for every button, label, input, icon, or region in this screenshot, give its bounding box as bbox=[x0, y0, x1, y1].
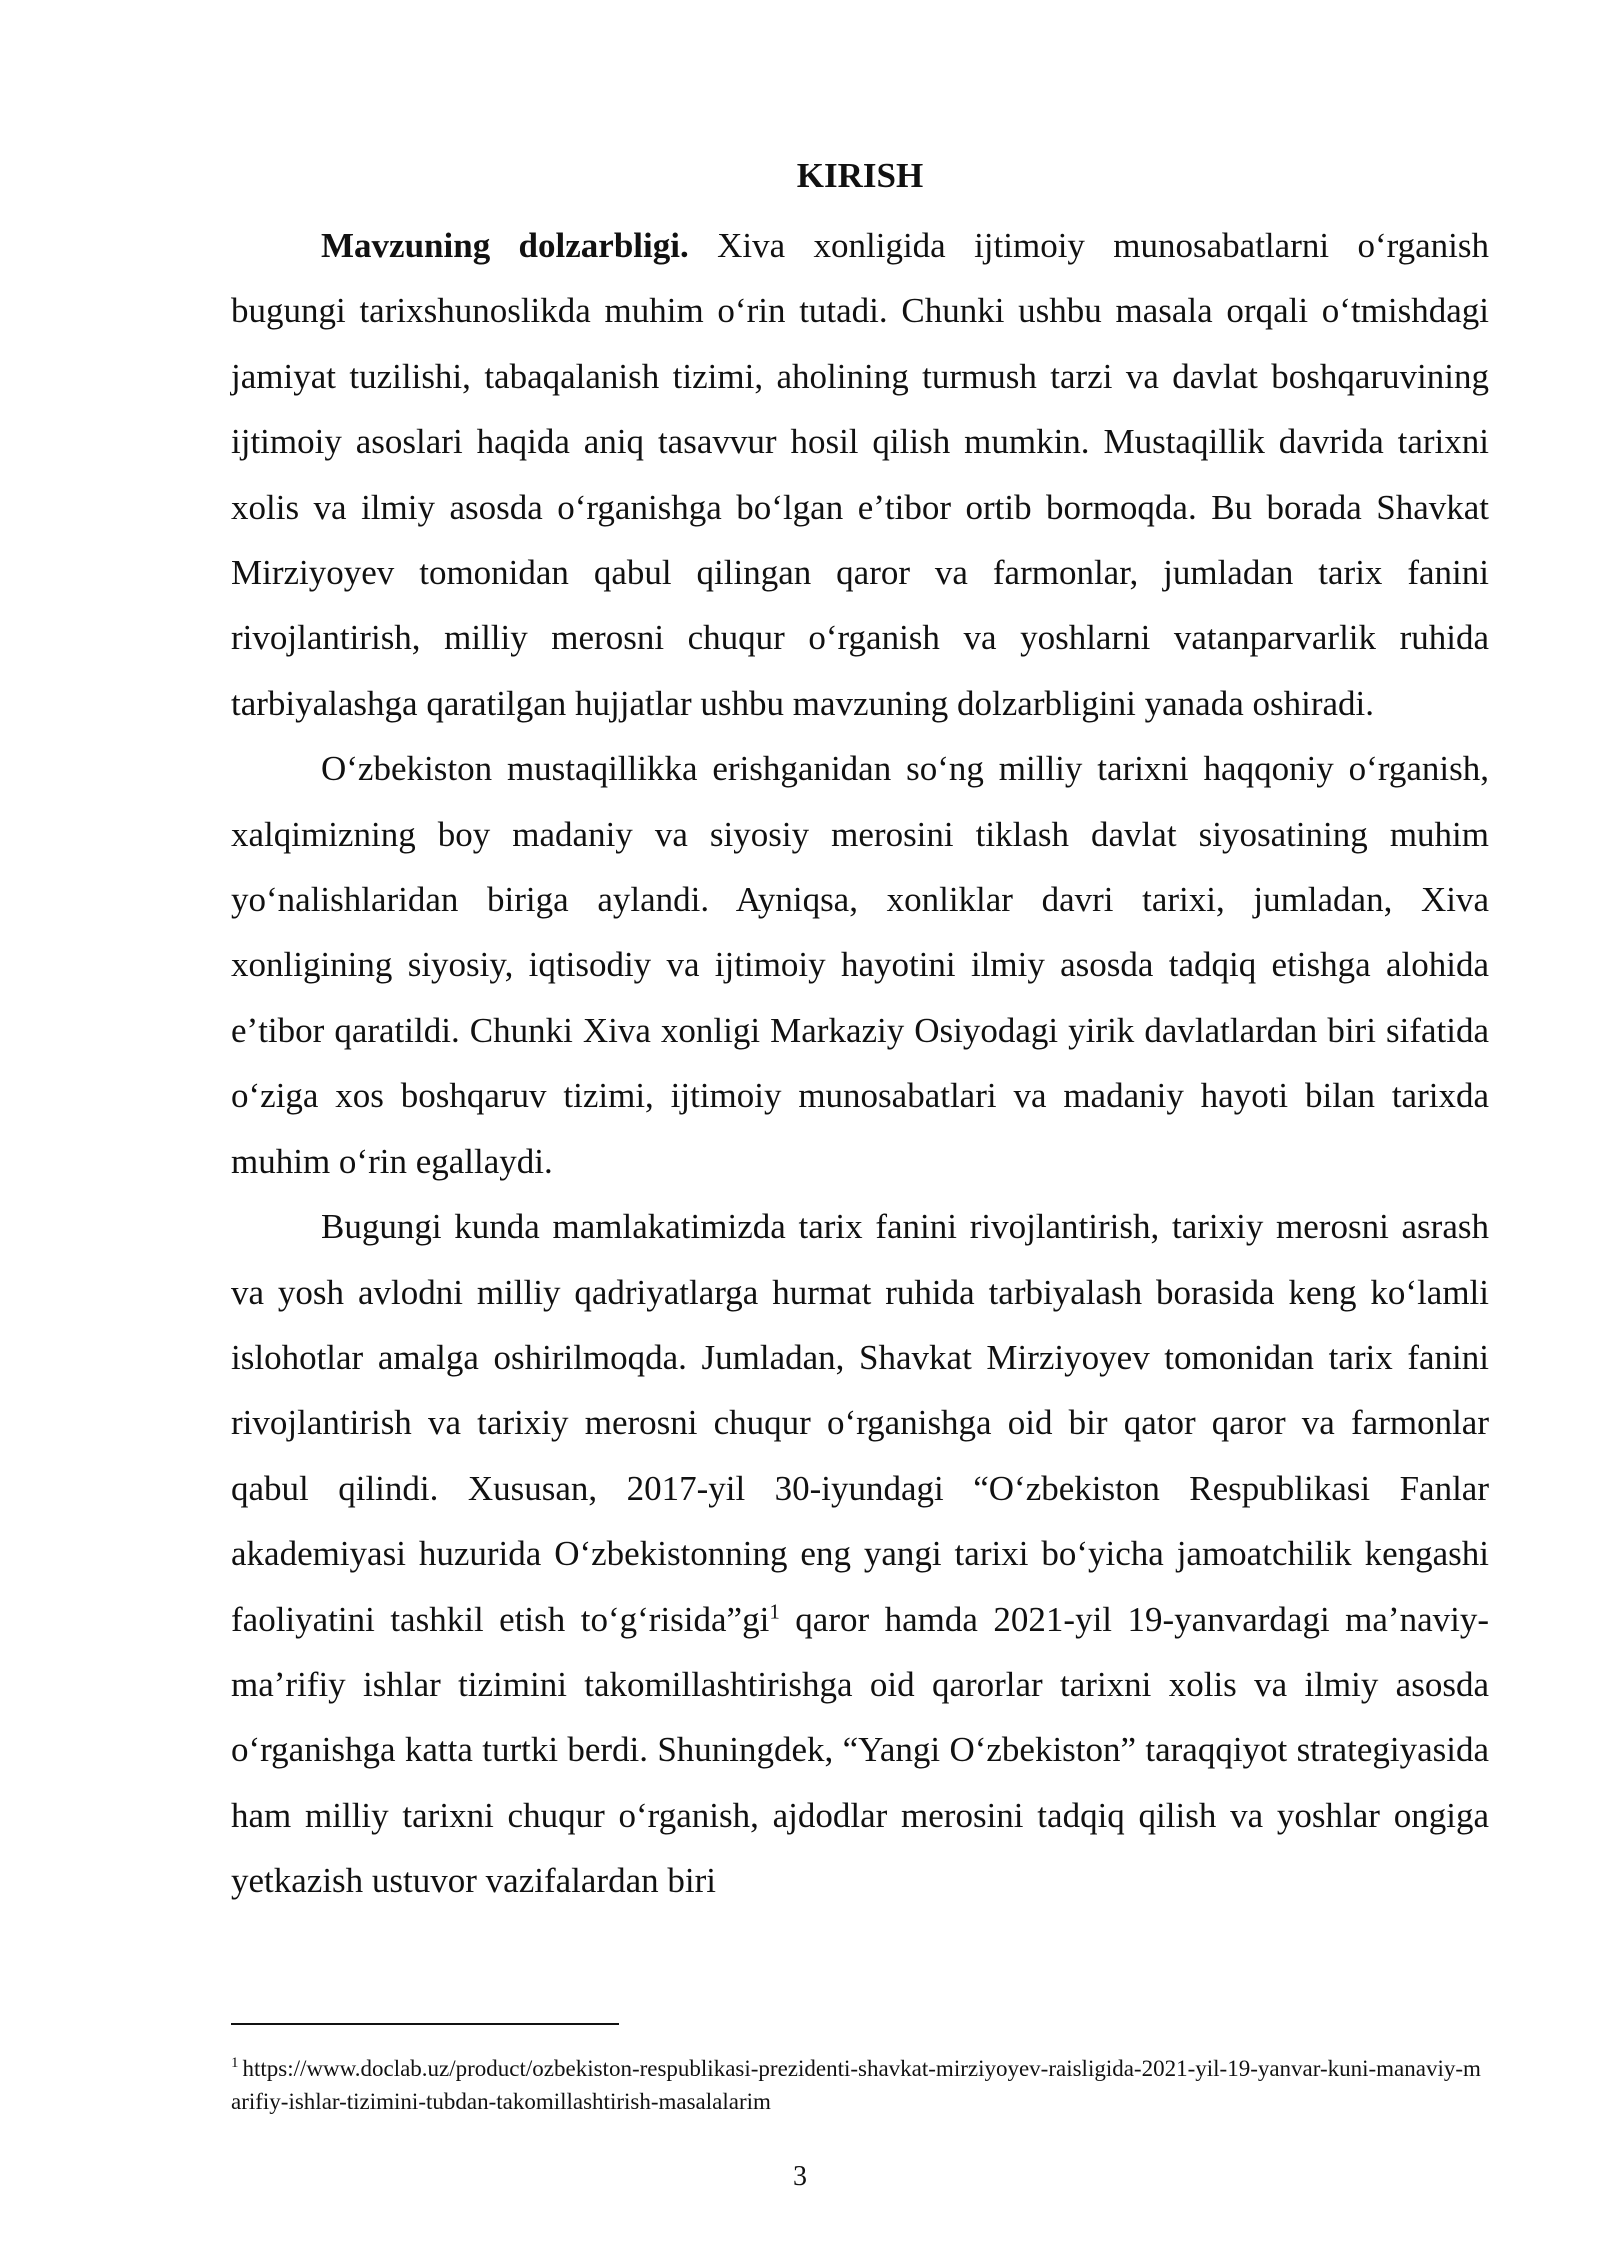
paragraph-independence bbox=[231, 736, 1489, 1194]
page-title: KIRISH bbox=[796, 156, 924, 195]
page-number: 3 bbox=[793, 2161, 807, 2192]
footnote-mark: 1 bbox=[231, 2055, 239, 2072]
footnote-separator bbox=[231, 2023, 619, 2025]
paragraph-lead-heading: Mavzuning dolzarbligi. bbox=[321, 226, 689, 265]
footnote-reference[interactable]: 1 bbox=[769, 1598, 780, 1623]
document-body bbox=[231, 148, 1489, 1914]
paragraph-text-before-ref: Bugungi kunda mamlakatimizda tarix fanini rivojlantirish, tarixiy merosni asrash va yosh avlodni milliy qadriyatlarga hurmat ruhida tarbiyalash borasida keng koʻlamli islohotlar amalga oshirilmoqda. Jumladan, Shavkat Mirziyoyev tomonidan tarix fanini rivojlantirish va tarixiy merosni chuqur oʻrganishga oid bir qator qaror va farmonlar qabul qilindi. Xususan, 2017-yil 30-iyundagi “Oʻzbekiston Respublikasi Fanlar akademiyasi huzurida Oʻzbekistonning eng yangi tarixi boʻyicha jamoatchilik kengashi faoliyatini tashkil etish toʻgʻrisida”gi bbox=[231, 1207, 1489, 1639]
paragraph-reforms bbox=[231, 1194, 1489, 1913]
paragraph-text: Xiva xonligida ijtimoiy munosabatlarni oʻrganish bugungi tarixshunoslikda muhim oʻrin tutadi. Chunki ushbu masala orqali oʻtmishdagi jamiyat tuzilishi, tabaqalanish tizimi, aholining turmush tarzi va davlat boshqaruvining ijtimoiy asoslari haqida aniq tasavvur hosil qilish mumkin. Mustaqillik davrida tarixni xolis va ilmiy asosda oʻrganishga boʻlgan eʼtibor ortib bormoqda. Bu borada Shavkat Mirziyoyev tomonidan qabul qilingan qaror va farmonlar, jumladan tarix fanini rivojlantirish, milliy merosni chuqur oʻrganish va yoshlarni vatanparvarlik ruhida tarbiyalashga qaratilgan hujjatlar ushbu mavzuning dolzarbligini yanada oshiradi. bbox=[231, 226, 1490, 723]
footnote-link[interactable]: https://www.doclab.uz/product/ozbekiston-respublikasi-prezidenti-shavkat-mirziyoyev-raisligida-2021-yil-19-yanvar-kuni-manaviy-marifiy-ishlar-tizimini-tubdan-takomillashtirish-masalalarim bbox=[231, 2056, 1481, 2114]
paragraph-text-after-ref: qaror hamda 2021-yil 19-yanvardagi maʼnaviy-maʼrifiy ishlar tizimini takomillashtirishga oid qarorlar tarixni xolis va ilmiy asosda oʻrganishga katta turtki berdi. Shuningdek, “Yangi Oʻzbekiston” taraqqiyot strategiyasida ham milliy tarixni chuqur oʻrganish, ajdodlar merosini tadqiq qilish va yoshlar ongiga yetkazish ustuvor vazifalardan biri bbox=[231, 1599, 1489, 1901]
paragraph-relevance bbox=[231, 213, 1489, 736]
footnote bbox=[231, 2052, 1489, 2118]
paragraph-text: Oʻzbekiston mustaqillikka erishganidan soʻng milliy tarixni haqqoniy oʻrganish, xalqimizning boy madaniy va siyosiy merosini tiklash davlat siyosatining muhim yoʻnalishlaridan biriga aylandi. Ayniqsa, xonliklar davri tarixi, jumladan, Xiva xonligining siyosiy, iqtisodiy va ijtimoiy hayotini ilmiy asosda tadqiq etishga alohida eʼtibor qaratildi. Chunki Xiva xonligi Markaziy Osiyodagi yirik davlatlardan biri sifatida oʻziga xos boshqaruv tizimi, ijtimoiy munosabatlari va madaniy hayoti bilan tarixda muhim oʻrin egallaydi. bbox=[231, 749, 1489, 1181]
